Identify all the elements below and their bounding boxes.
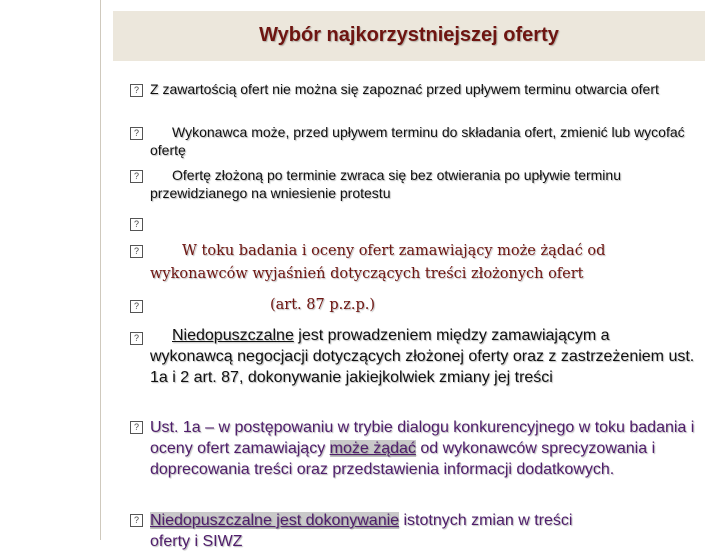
item-text: Ust. 1a – w postępowaniu w trybie dialogu konkurencyjnego w toku badania i oceny ofert zamawiający bbox=[150, 419, 695, 457]
bullet-icon: ? bbox=[130, 332, 143, 345]
list-item bbox=[150, 325, 695, 388]
bullet-icon: ? bbox=[130, 514, 143, 527]
bullet-icon: ? bbox=[130, 218, 143, 231]
list-item bbox=[150, 80, 695, 98]
item-text: jest prowadzeniem między zamawiającym a wykonawcą negocjacji dotyczących złożonej oferty oraz z zastrzeżeniem ust. 1a i 2 art. 87, dokonywanie jakiejkolwiek zmiany jej treści bbox=[150, 327, 695, 386]
bullet-icon: ? bbox=[130, 421, 143, 434]
item-emphasis: Niedopuszczalne jest dokonywanie bbox=[150, 512, 400, 529]
article-reference: (art. 87 p.z.p.) bbox=[270, 297, 376, 313]
bullet-icon: ? bbox=[130, 127, 143, 140]
item-text: istotnych zmian w treści bbox=[399, 512, 573, 529]
item-text: W toku badania i oceny ofert zamawiający może żądać od wykonawców wyjaśnień dotyczących treści złożonych ofert bbox=[150, 243, 606, 282]
bullet-icon: ? bbox=[130, 170, 143, 183]
bullet-icon: ? bbox=[130, 245, 143, 258]
list-item bbox=[150, 166, 695, 202]
slide-title: Wybór najkorzystniejszej oferty bbox=[259, 24, 559, 46]
list-item bbox=[150, 417, 695, 480]
list-item bbox=[150, 240, 695, 286]
item-text: Z zawartością ofert nie można się zapoznać przed upływem terminu otwarcia ofert bbox=[150, 81, 659, 97]
bullet-icon: ? bbox=[130, 300, 143, 313]
item-text: Ofertę złożoną po terminie zwraca się bez otwierania po upływie terminu przewidzianego na wniesienie protestu bbox=[150, 167, 621, 201]
item-text: oferty i SIWZ bbox=[150, 533, 243, 550]
item-text: od wykonawców sprecyzowania i doprecowania treści oraz przedstawienia informacji dodatkowych. bbox=[150, 440, 656, 478]
item-emphasis: może żądać bbox=[329, 440, 416, 457]
list-item bbox=[150, 123, 695, 159]
left-rule bbox=[100, 0, 101, 540]
list-item bbox=[150, 294, 695, 317]
item-text: Wykonawca może, przed upływem terminu do składania ofert, zmienić lub wycofać ofertę bbox=[150, 124, 685, 158]
item-lead: Niedopuszczalne bbox=[172, 327, 294, 344]
bullet-icon: ? bbox=[130, 84, 143, 97]
list-item bbox=[150, 510, 695, 552]
